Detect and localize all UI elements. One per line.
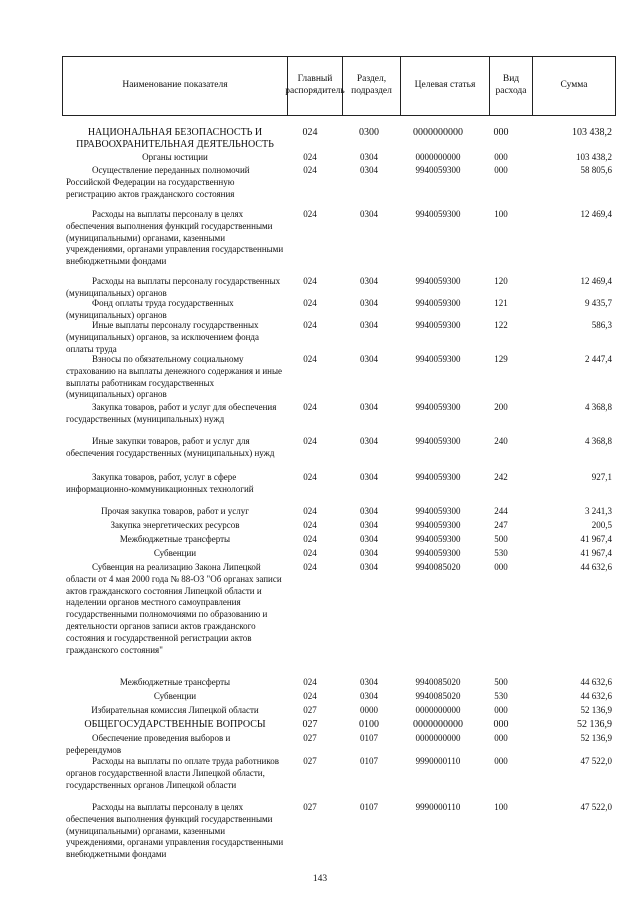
row-section: 0000 [360, 705, 378, 715]
row-exp-type: 000 [494, 152, 508, 162]
row-target: 9940085020 [415, 562, 461, 572]
row-chief: 024 [303, 472, 317, 482]
row-section: 0304 [360, 354, 378, 364]
row-section: 0304 [360, 276, 378, 286]
row-section: 0304 [360, 691, 378, 701]
row-chief: 024 [303, 562, 317, 572]
row-section: 0107 [360, 733, 378, 743]
table-header [62, 56, 616, 116]
row-exp-type: 244 [494, 506, 508, 516]
row-chief: 027 [303, 756, 317, 766]
row-exp-type: 120 [494, 276, 508, 286]
row-target: 9940059300 [415, 472, 461, 482]
row-chief: 027 [303, 802, 317, 812]
row-sum: 41 967,4 [580, 548, 612, 558]
row-exp-type: 000 [494, 756, 508, 766]
row-name: Закупка товаров, работ и услуг для обеспечения государственных (муниципальных) нужд [66, 402, 277, 424]
row-chief: 024 [303, 209, 317, 219]
row-section: 0304 [360, 472, 378, 482]
row-exp-type: 242 [494, 472, 508, 482]
row-sum: 52 136,9 [577, 719, 612, 730]
row-section: 0304 [360, 320, 378, 330]
row-name: Избирательная комиссия Липецкой области [91, 705, 259, 715]
row-section: 0304 [360, 152, 378, 162]
row-exp-type: 530 [494, 548, 508, 558]
row-name: Расходы на выплаты персоналу в целях обеспечения выполнения функций государственными (муниципальными) органами, казенными учреждениями, органами управления государственными внебюджетными фондами [66, 802, 284, 860]
row-sum: 41 967,4 [580, 534, 612, 544]
row-target: 9940059300 [415, 276, 461, 286]
row-name: Расходы на выплаты персоналу государственных (муниципальных) органов [66, 276, 281, 298]
row-sum: 47 522,0 [580, 756, 612, 766]
header-sum: Сумма [560, 80, 588, 91]
row-exp-type: 129 [494, 354, 508, 364]
row-target: 0000000000 [415, 152, 461, 162]
row-sum: 3 241,3 [585, 506, 612, 516]
header-name: Наименование показателя [63, 57, 288, 115]
row-exp-type: 000 [493, 719, 509, 730]
row-chief: 027 [302, 719, 318, 730]
row-target: 9940059300 [415, 209, 461, 219]
row-name: Иные выплаты персоналу государственных (муниципальных) органов, за исключением фонда оплаты труда [66, 320, 259, 354]
row-target: 9940059300 [415, 520, 461, 530]
row-chief: 024 [302, 127, 318, 138]
row-name: Закупка энергетических ресурсов [110, 520, 240, 530]
row-name: Органы юстиции [142, 152, 208, 162]
row-target: 9940059300 [415, 298, 461, 308]
row-chief: 024 [303, 165, 317, 175]
row-chief: 024 [303, 354, 317, 364]
row-sum: 103 438,2 [572, 127, 612, 138]
row-chief: 027 [303, 733, 317, 743]
row-section: 0304 [360, 209, 378, 219]
row-section: 0304 [360, 562, 378, 572]
row-exp-type: 247 [494, 520, 508, 530]
row-target: 9940059300 [415, 534, 461, 544]
row-target: 9940059300 [415, 506, 461, 516]
row-sum: 52 136,9 [580, 705, 612, 715]
row-sum: 4 368,8 [585, 436, 612, 446]
row-target: 9940085020 [415, 677, 461, 687]
row-section: 0107 [360, 756, 378, 766]
row-sum: 44 632,6 [580, 691, 612, 701]
row-name: НАЦИОНАЛЬНАЯ БЕЗОПАСНОСТЬ И ПРАВООХРАНИТЕЛЬНАЯ ДЕЯТЕЛЬНОСТЬ [76, 127, 274, 150]
row-section: 0304 [360, 402, 378, 412]
header-chief: Главный распорядитель [288, 57, 343, 115]
row-target: 9940059300 [415, 548, 461, 558]
row-name: Иные закупки товаров, работ и услуг для обеспечения государственных (муниципальных) нужд [66, 436, 275, 458]
row-section: 0304 [360, 165, 378, 175]
row-name: Закупка товаров, работ, услуг в сфере информационно-коммуникационных технологий [66, 472, 254, 494]
row-sum: 9 435,7 [585, 298, 612, 308]
row-chief: 024 [303, 548, 317, 558]
row-sum: 927,1 [591, 472, 612, 482]
row-target: 9940059300 [415, 165, 461, 175]
row-chief: 024 [303, 276, 317, 286]
row-chief: 027 [303, 705, 317, 715]
row-name: Межбюджетные трансферты [119, 677, 231, 687]
row-sum: 200,5 [591, 520, 612, 530]
row-sum: 12 469,4 [580, 276, 612, 286]
row-sum: 44 632,6 [580, 677, 612, 687]
row-sum: 44 632,6 [580, 562, 612, 572]
row-target: 9940059300 [415, 320, 461, 330]
row-chief: 024 [303, 152, 317, 162]
row-target: 9940085020 [415, 691, 461, 701]
row-name: Взносы по обязательному социальному страхованию на выплаты денежного содержания и иные выплаты работникам государственных (муниципальных) органов [66, 354, 282, 400]
row-chief: 024 [303, 534, 317, 544]
row-exp-type: 000 [494, 705, 508, 715]
row-exp-type: 000 [493, 127, 509, 138]
row-name: Расходы на выплаты персоналу в целях обеспечения выполнения функций государственными (муниципальными) органами, казенными учреждениями, органами управления государственными внебюджетными фондами [66, 209, 284, 267]
row-sum: 2 447,4 [585, 354, 612, 364]
row-target: 0000000000 [413, 719, 463, 730]
row-chief: 024 [303, 520, 317, 530]
row-chief: 024 [303, 677, 317, 687]
row-name: Расходы на выплаты по оплате труда работников органов государственной власти Липецкой области, государственных органов Липецкой области [66, 756, 279, 790]
row-name: Осуществление переданных полномочий Российской Федерации на государственную регистрацию актов гражданского состояния [66, 165, 250, 199]
row-exp-type: 000 [494, 733, 508, 743]
row-name: Обеспечение проведения выборов и референдумов [66, 733, 231, 755]
row-exp-type: 100 [494, 209, 508, 219]
row-name: Межбюджетные трансферты [119, 534, 231, 544]
header-target: Целевая статья [401, 57, 490, 115]
row-chief: 024 [303, 320, 317, 330]
row-section: 0304 [360, 548, 378, 558]
row-section: 0304 [360, 506, 378, 516]
row-target: 0000000000 [413, 127, 463, 138]
row-section: 0304 [360, 534, 378, 544]
row-exp-type: 530 [494, 691, 508, 701]
row-exp-type: 122 [494, 320, 508, 330]
row-exp-type: 100 [494, 802, 508, 812]
row-sum: 103 438,2 [576, 152, 612, 162]
row-section: 0304 [360, 298, 378, 308]
row-sum: 52 136,9 [580, 733, 612, 743]
row-section: 0304 [360, 677, 378, 687]
row-exp-type: 000 [494, 562, 508, 572]
row-name: Субвенции [153, 548, 197, 558]
row-chief: 024 [303, 436, 317, 446]
row-target: 9940059300 [415, 436, 461, 446]
row-target: 0000000000 [415, 733, 461, 743]
row-sum: 4 368,8 [585, 402, 612, 412]
row-chief: 024 [303, 298, 317, 308]
row-exp-type: 200 [494, 402, 508, 412]
row-name: Субвенции [153, 691, 197, 701]
row-chief: 024 [303, 691, 317, 701]
header-section: Раздел, подраздел [343, 57, 401, 115]
row-target: 9940059300 [415, 354, 461, 364]
row-exp-type: 121 [494, 298, 508, 308]
row-exp-type: 000 [494, 165, 508, 175]
row-section: 0304 [360, 520, 378, 530]
row-sum: 12 469,4 [580, 209, 612, 219]
row-name: Субвенция на реализацию Закона Липецкой области от 4 мая 2000 года № 88-ОЗ "Об органах записи актов гражданского состояния Липецкой области и наделении органов местного самоуправления государственными полномочиями по образованию и деятельности органов записи актов гражданского состояния и государственной регистрации актов гражданского состояния" [66, 562, 282, 655]
row-sum: 58 805,6 [580, 165, 612, 175]
row-name: Прочая закупка товаров, работ и услуг [101, 506, 249, 516]
row-section: 0304 [360, 436, 378, 446]
row-name: Фонд оплаты труда государственных (муниципальных) органов [66, 298, 234, 320]
row-target: 9990000110 [415, 802, 461, 812]
row-exp-type: 500 [494, 677, 508, 687]
row-section: 0107 [360, 802, 378, 812]
row-target: 9990000110 [415, 756, 461, 766]
row-target: 9940059300 [415, 402, 461, 412]
row-exp-type: 500 [494, 534, 508, 544]
row-sum: 586,3 [591, 320, 612, 330]
row-exp-type: 240 [494, 436, 508, 446]
row-chief: 024 [303, 402, 317, 412]
row-sum: 47 522,0 [580, 802, 612, 812]
row-name: ОБЩЕГОСУДАРСТВЕННЫЕ ВОПРОСЫ [84, 719, 266, 730]
row-section: 0100 [359, 719, 379, 730]
header-exp-type: Вид расхода [490, 57, 533, 115]
row-section: 0300 [359, 127, 379, 138]
row-chief: 024 [303, 506, 317, 516]
page-number: 143 [312, 874, 328, 884]
row-target: 0000000000 [415, 705, 461, 715]
